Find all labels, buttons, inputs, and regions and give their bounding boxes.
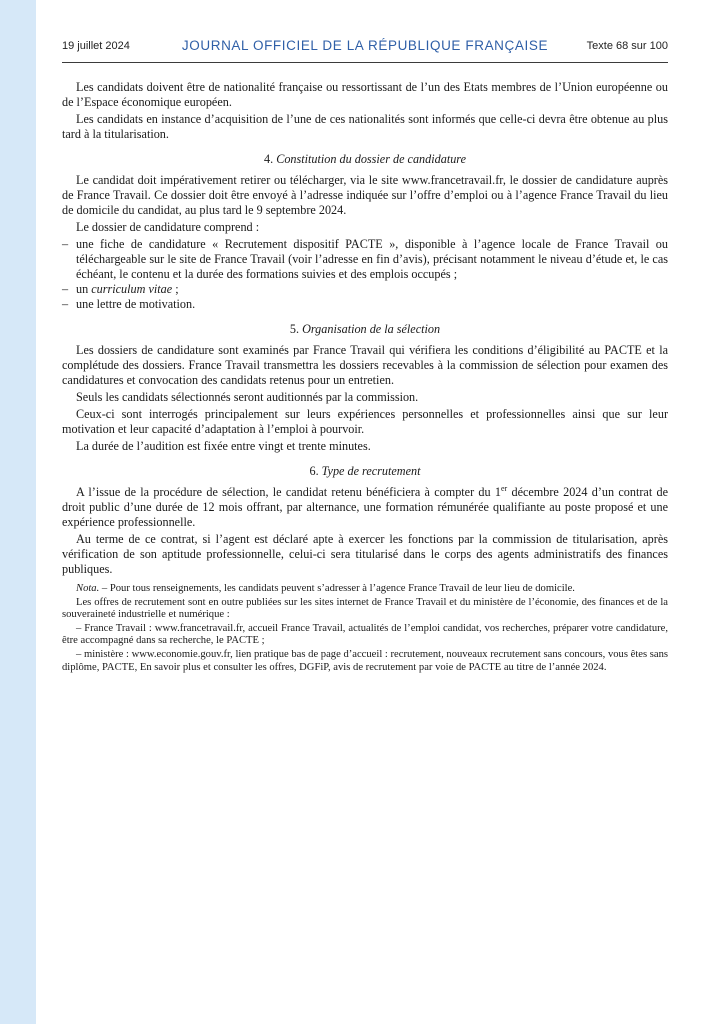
section-number: 4. xyxy=(264,152,274,166)
note-paragraph: – France Travail : www.francetravail.fr, accueil France Travail, actualités de l’emploi candidat, vos recherches, préparer votre candidature, être accompagné dans sa recherche, le PACTE ; xyxy=(62,622,668,647)
page-header xyxy=(62,40,668,58)
section-number: 5. xyxy=(289,322,300,336)
list-item-text: une fiche de candidature « Recrutement dispositif PACTE », disponible à l’agence locale de France Travail ou téléchargeable sur le site de France Travail (voir l’adresse en fin d’avis), précisant notamment le niveau d’étude et, le cas échéant, le contenu et la durée des formations suivies et des emplois occupés ; xyxy=(76,237,668,281)
list-item-text-prefix: un xyxy=(76,282,92,296)
paragraph: Les dossiers de candidature sont examinés par France Travail qui vérifiera les conditions d’éligibilité au PACTE et la complétude des dossiers. France Travail transmettra les dossiers recevables à la commission de sélection pour examen des candidatures et convocation des candidats retenus pour un entretien. xyxy=(62,343,668,387)
paragraph xyxy=(62,485,668,530)
list-dash: – xyxy=(62,237,69,251)
list-dash: – xyxy=(62,282,69,296)
section-title: Organisation de la sélection xyxy=(302,322,441,336)
list-item-text: une lettre de motivation. xyxy=(76,297,196,311)
header-rule xyxy=(62,62,668,63)
ordinal-superscript: er xyxy=(500,483,508,493)
note-text: – Pour tous renseignements, les candidats peuvent s’adresser à l’agence France Travail de leur lieu de domicile. xyxy=(99,583,575,594)
side-color-band xyxy=(0,0,36,1024)
journal-title: JOURNAL OFFICIEL DE LA RÉPUBLIQUE FRANÇAISE xyxy=(181,38,549,53)
requirements-list xyxy=(62,237,668,312)
note-paragraph xyxy=(62,583,668,596)
notes-block xyxy=(62,583,668,674)
section-heading-6 xyxy=(62,464,668,479)
paragraph-text: A l’issue de la procédure de sélection, le candidat retenu bénéficiera à compter du 1 xyxy=(76,485,501,499)
note-paragraph: – ministère : www.economie.gouv.fr, lien pratique bas de page d’accueil : recrutement, nouveaux recrutement sans concours, vous êtes sans diplôme, PACTE, En savoir plus et consulter les offres, DGFiP, avis de recrutement par voie de PACTE au titre de l’année 2024. xyxy=(62,648,668,673)
document-body xyxy=(62,80,668,675)
list-dash: – xyxy=(62,297,69,311)
paragraph: Le candidat doit impérativement retirer ou télécharger, via le site www.francetravail.fr, le dossier de candidature auprès de France Travail. Ce dossier doit être envoyé à l’adresse indiquée sur l’offre d’emploi ou à l’agence France Travail du lieu de domicile du candidat, au plus tard le 9 septembre 2024. xyxy=(62,173,668,217)
list-item-text-italic: curriculum vitae xyxy=(91,282,173,296)
section-number: 6. xyxy=(309,464,319,478)
list-item xyxy=(62,297,668,312)
section-heading-4 xyxy=(62,152,668,167)
paragraph: Au terme de ce contrat, si l’agent est déclaré apte à exercer les fonctions par la commission de titularisation, après vérification de son aptitude professionnelle, celui-ci sera titularisé dans le corps des agents administratifs des finances publiques. xyxy=(62,532,668,576)
paragraph: Le dossier de candidature comprend : xyxy=(76,220,260,234)
paragraph: La durée de l’audition est fixée entre vingt et trente minutes. xyxy=(76,439,371,453)
section-heading-5 xyxy=(62,322,668,337)
list-item xyxy=(62,237,668,282)
paragraph: Ceux-ci sont interrogés principalement sur leurs expériences personnelles et professionnelles ainsi que sur leur motivation et leur capacité d’adaptation à l’emploi à pourvoir. xyxy=(62,407,668,436)
list-item xyxy=(62,282,668,297)
paragraph: Seuls les candidats sélectionnés seront auditionnés par la commission. xyxy=(76,390,419,404)
paragraph: Les candidats en instance d’acquisition de l’une de ces nationalités sont informés que celle-ci devra être obtenue au plus tard à la titularisation. xyxy=(62,112,668,141)
text-reference: Texte 68 sur 100 xyxy=(586,40,668,52)
nota-label: Nota. xyxy=(76,583,100,594)
list-item-text-suffix: ; xyxy=(172,282,179,296)
header-date: 19 juillet 2024 xyxy=(62,40,130,52)
note-paragraph: Les offres de recrutement sont en outre publiées sur les sites internet de France Travail et du ministère de l’économie, des finances et de la souveraineté industrielle et numérique : xyxy=(62,596,668,621)
section-title: Type de recrutement xyxy=(321,464,421,478)
paragraph-text: décembre 2024 d’un contrat de droit public d’une durée de 12 mois offrant, par alternance, une formation rémunérée qualifiante au poste proposé et une expérience professionnelle. xyxy=(62,485,669,529)
section-title: Constitution du dossier de candidature xyxy=(276,152,466,166)
paragraph: Les candidats doivent être de nationalité française ou ressortissant de l’un des Etats membres de l’Union européenne ou de l’Espace économique européen. xyxy=(62,80,668,109)
